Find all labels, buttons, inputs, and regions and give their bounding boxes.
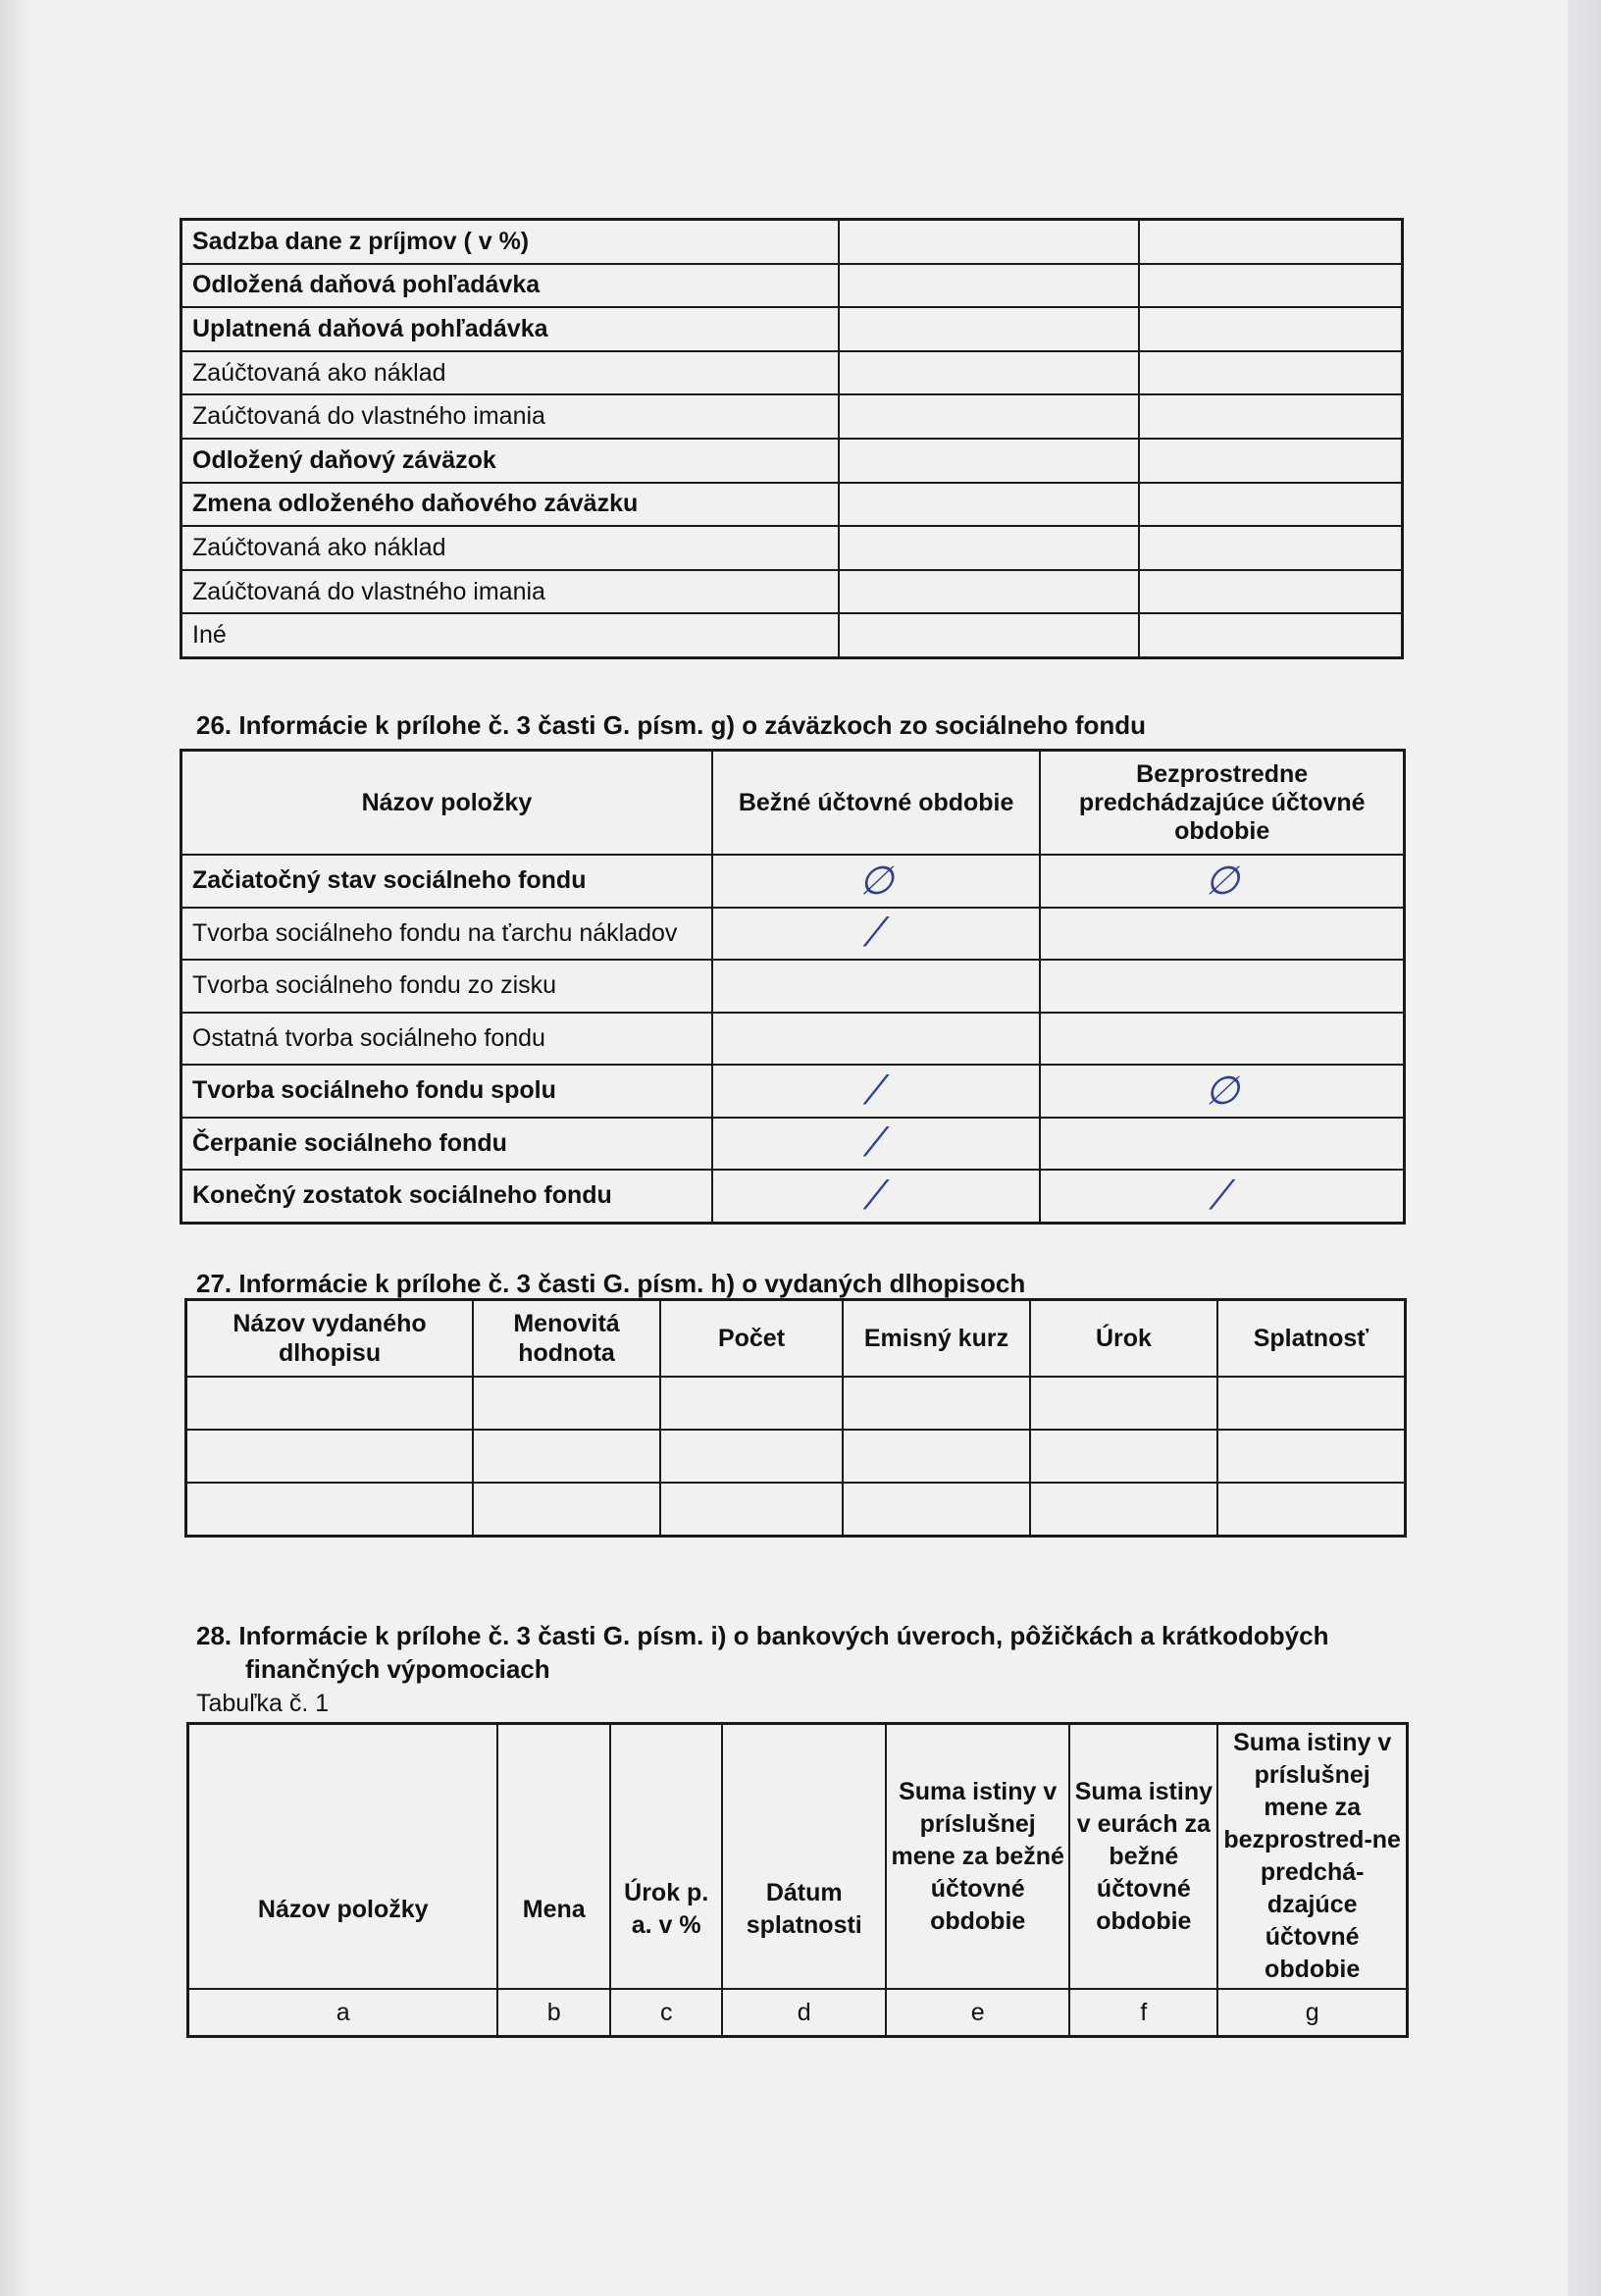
current-period-value: ⁄ <box>712 908 1041 961</box>
table-row <box>181 1013 1405 1066</box>
section-28-title-cont: finančných výpomociach <box>245 1654 550 1684</box>
header-interest-rate: Úrok p. a. v % <box>610 1724 723 1990</box>
previous-period-value <box>1040 1118 1404 1171</box>
value-cell <box>839 570 1139 614</box>
column-letters-row <box>188 1989 1408 2036</box>
current-period-value: ∅ <box>712 855 1041 908</box>
header-currency: Mena <box>497 1724 610 1990</box>
current-period-value <box>712 1013 1041 1066</box>
header-principal-eur: Suma istiny v eurách za bežné účtovné obdobie <box>1069 1724 1217 1990</box>
previous-period-value <box>1040 1013 1404 1066</box>
social-fund-table <box>180 749 1406 1225</box>
header-count: Počet <box>660 1300 843 1378</box>
table-row <box>181 908 1405 961</box>
table-row <box>181 439 1403 483</box>
section-28-title: 28. Informácie k prílohe č. 3 časti G. písm. i) o bankových úveroch, pôžičkách a krátkodobých <box>196 1621 1329 1650</box>
table-row <box>181 960 1405 1013</box>
previous-period-value: ⁄ <box>1040 1170 1404 1223</box>
previous-period-value: ∅ <box>1040 855 1404 908</box>
column-letter-a: a <box>188 1989 498 2036</box>
current-period-value: ⁄ <box>712 1170 1041 1223</box>
header-current-period: Bežné účtovné obdobie <box>712 751 1041 856</box>
row-label: Začiatočný stav sociálneho fondu <box>181 855 712 908</box>
row-label: Čerpanie sociálneho fondu <box>181 1118 712 1171</box>
table-row <box>186 1377 1406 1430</box>
table-row <box>181 855 1405 908</box>
row-label: Odložená daňová pohľadávka <box>181 264 840 308</box>
value-cell <box>839 613 1139 657</box>
value-cell <box>839 526 1139 570</box>
current-period-value: ⁄ <box>712 1118 1041 1171</box>
previous-period-value <box>1040 908 1404 961</box>
section-26-title: 26. Informácie k prílohe č. 3 časti G. písm. g) o záväzkoch zo sociálneho fondu <box>196 710 1147 740</box>
header-due-date: Dátum splatnosti <box>722 1724 886 1990</box>
table-row <box>181 526 1403 570</box>
row-label: Odložený daňový záväzok <box>181 439 840 483</box>
table-row <box>181 264 1403 308</box>
header-interest: Úrok <box>1030 1300 1217 1378</box>
table-row <box>181 570 1403 614</box>
header-item-name: Názov položky <box>188 1724 498 1990</box>
row-label: Zaúčtovaná ako náklad <box>181 351 840 395</box>
table-row <box>181 351 1403 395</box>
section-27-title: 27. Informácie k prílohe č. 3 časti G. písm. h) o vydaných dlhopisoch <box>196 1269 1026 1298</box>
bonds-table <box>184 1298 1407 1538</box>
value-cell <box>839 264 1139 308</box>
header-bond-name: Názov vydaného dlhopisu <box>186 1300 474 1378</box>
value-cell <box>839 439 1139 483</box>
table-row <box>181 220 1403 264</box>
page-shadow <box>0 0 29 2296</box>
row-label: Iné <box>181 613 840 657</box>
current-period-value <box>712 960 1041 1013</box>
value-cell <box>1139 394 1403 439</box>
table-row <box>181 613 1403 657</box>
row-label: Konečný zostatok sociálneho fondu <box>181 1170 712 1223</box>
row-label: Sadzba dane z príjmov ( v %) <box>181 220 840 264</box>
value-cell <box>1139 526 1403 570</box>
value-cell <box>1139 570 1403 614</box>
value-cell <box>1139 483 1403 527</box>
value-cell <box>1139 439 1403 483</box>
row-label: Zaúčtovaná ako náklad <box>181 526 840 570</box>
value-cell <box>1139 220 1403 264</box>
previous-period-value: ∅ <box>1040 1065 1404 1118</box>
value-cell <box>1139 613 1403 657</box>
value-cell <box>839 394 1139 439</box>
value-cell <box>1139 351 1403 395</box>
row-label: Zaúčtovaná do vlastného imania <box>181 394 840 439</box>
row-label: Zmena odloženého daňového záväzku <box>181 483 840 527</box>
current-period-value: ⁄ <box>712 1065 1041 1118</box>
header-principal-currency: Suma istiny v príslušnej mene za bežné účtovné obdobie <box>886 1724 1069 1990</box>
value-cell <box>1139 264 1403 308</box>
page-edge <box>1568 0 1601 2296</box>
deferred-tax-table <box>180 218 1404 659</box>
header-maturity: Splatnosť <box>1217 1300 1406 1378</box>
table-row <box>181 307 1403 351</box>
header-item-name: Názov položky <box>181 751 712 856</box>
column-letter-d: d <box>722 1989 886 2036</box>
table-row <box>181 1118 1405 1171</box>
value-cell <box>839 351 1139 395</box>
column-letter-f: f <box>1069 1989 1217 2036</box>
header-principal-previous: Suma istiny v príslušnej mene za bezprostred-ne predchá-dzajúce účtovné obdobie <box>1217 1724 1407 1990</box>
previous-period-value <box>1040 960 1404 1013</box>
column-letter-b: b <box>497 1989 610 2036</box>
value-cell <box>839 483 1139 527</box>
row-label: Uplatnená daňová pohľadávka <box>181 307 840 351</box>
header-nominal-value: Menovitá hodnota <box>473 1300 660 1378</box>
table-row <box>181 1065 1405 1118</box>
row-label: Ostatná tvorba sociálneho fondu <box>181 1013 712 1066</box>
table-row <box>186 1430 1406 1483</box>
table-caption: Tabuľka č. 1 <box>196 1690 330 1717</box>
value-cell <box>839 220 1139 264</box>
bank-loans-table <box>186 1722 1409 2038</box>
header-issue-rate: Emisný kurz <box>843 1300 1030 1378</box>
header-previous-period: Bezprostredne predchádzajúce účtovné obdobie <box>1040 751 1404 856</box>
table-row <box>181 483 1403 527</box>
column-letter-e: e <box>886 1989 1069 2036</box>
column-letter-g: g <box>1217 1989 1407 2036</box>
row-label: Zaúčtovaná do vlastného imania <box>181 570 840 614</box>
table-row <box>186 1483 1406 1537</box>
table-row <box>181 394 1403 439</box>
value-cell <box>1139 307 1403 351</box>
row-label: Tvorba sociálneho fondu na ťarchu nákladov <box>181 908 712 961</box>
row-label: Tvorba sociálneho fondu spolu <box>181 1065 712 1118</box>
column-letter-c: c <box>610 1989 723 2036</box>
row-label: Tvorba sociálneho fondu zo zisku <box>181 960 712 1013</box>
table-row <box>181 1170 1405 1223</box>
value-cell <box>839 307 1139 351</box>
